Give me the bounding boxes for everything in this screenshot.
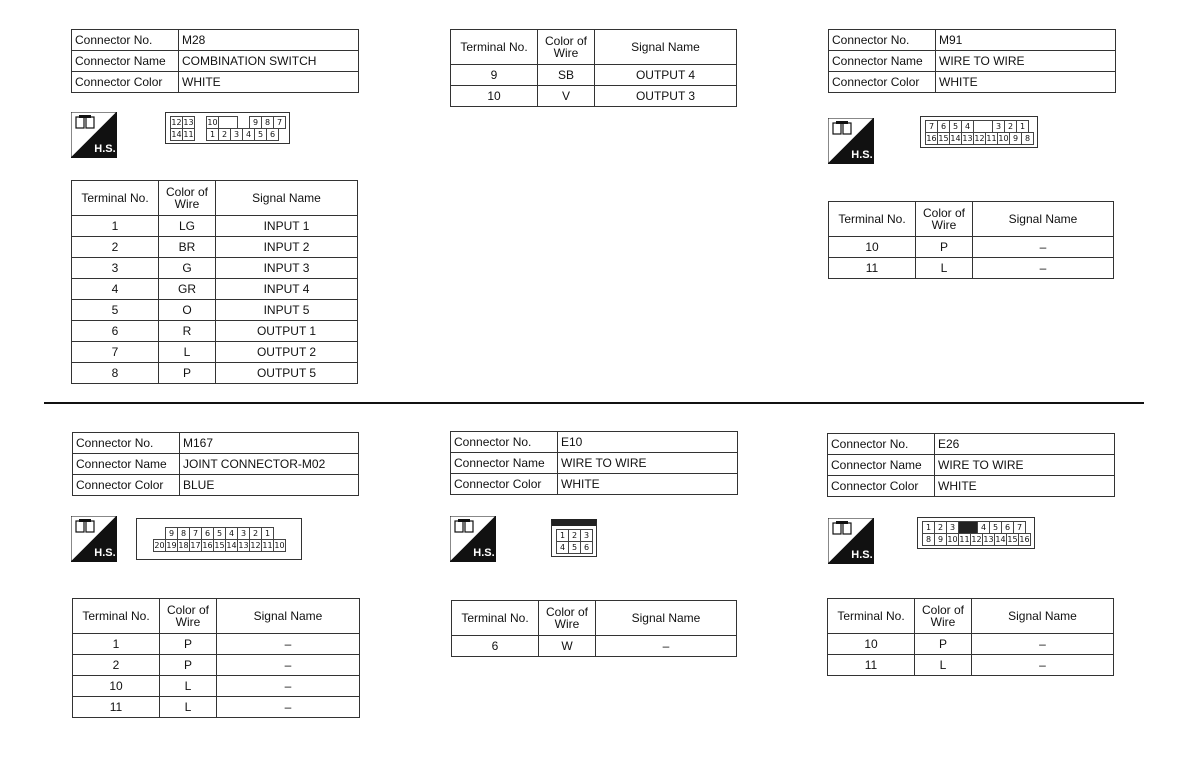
wire-color-cell: R (159, 321, 216, 342)
connector-pin: 5 (568, 541, 581, 554)
connector-pin: 12 (171, 118, 182, 127)
connector-e26-info (827, 433, 1115, 497)
hs-icon (71, 516, 117, 562)
signal-name-cell: OUTPUT 5 (216, 363, 358, 384)
signal-name-cell: – (972, 655, 1114, 676)
connector-pin: 10 (947, 535, 958, 544)
label-connector-no: Connector No. (73, 433, 180, 454)
connector-pin: 3 (237, 527, 250, 540)
connector-pin: 2 (934, 521, 947, 534)
table-row (828, 634, 1114, 655)
signal-name-cell: – (217, 697, 360, 718)
terminal-no-cell: 10 (451, 86, 538, 107)
header-terminal-no: Terminal No. (73, 599, 160, 634)
connector-no-value: E26 (935, 434, 1115, 455)
connector-pin: 13 (238, 541, 249, 550)
signal-name-cell: – (217, 655, 360, 676)
label-connector-name: Connector Name (72, 51, 179, 72)
wire-color-cell: P (159, 363, 216, 384)
connector-pin: 1 (206, 128, 219, 141)
connector-pin: 9 (249, 116, 262, 129)
label-connector-name: Connector Name (73, 454, 180, 475)
terminal-table-m28-continued (450, 29, 737, 107)
signal-name-cell: – (973, 237, 1114, 258)
table-row (828, 655, 1114, 676)
connector-color-value: BLUE (180, 475, 359, 496)
connector-color-value: WHITE (558, 474, 738, 495)
table-row (451, 86, 737, 107)
label-connector-no: Connector No. (829, 30, 936, 51)
connector-pin: 4 (961, 120, 974, 133)
terminal-no-cell: 10 (828, 634, 915, 655)
connector-pin: 2 (249, 527, 262, 540)
wire-color-cell: SB (538, 65, 595, 86)
hs-icon (450, 516, 496, 562)
wire-color-cell: L (159, 342, 216, 363)
connector-pin: 3 (230, 128, 243, 141)
connector-pin: 14 (950, 134, 961, 143)
connector-pin: 10 (274, 541, 285, 550)
wire-color-cell: L (916, 258, 973, 279)
connector-pin: 18 (178, 541, 189, 550)
label-connector-name: Connector Name (828, 455, 935, 476)
signal-name-cell: – (596, 636, 737, 657)
connector-name-value: WIRE TO WIRE (935, 455, 1115, 476)
header-terminal-no: Terminal No. (451, 30, 538, 65)
connector-pin: 12 (250, 541, 261, 550)
table-row (72, 258, 358, 279)
connector-pin: 12 (974, 134, 985, 143)
connector-pin: 1 (1016, 120, 1029, 133)
header-signal-name: Signal Name (595, 30, 737, 65)
connector-name-value: WIRE TO WIRE (558, 453, 738, 474)
connector-pin: 14 (226, 541, 237, 550)
connector-pin: 4 (977, 521, 990, 534)
connector-pin: 8 (922, 533, 935, 546)
signal-name-cell: OUTPUT 3 (595, 86, 737, 107)
header-color-of-wire: Color of Wire (538, 30, 595, 65)
signal-name-cell: INPUT 2 (216, 237, 358, 258)
table-row (73, 676, 360, 697)
connector-pin-row (170, 116, 285, 128)
terminal-table-m91 (828, 201, 1114, 279)
table-row (451, 65, 737, 86)
terminal-table-e10 (451, 600, 737, 657)
connector-pin: 2 (218, 128, 231, 141)
wire-color-cell: GR (159, 279, 216, 300)
connector-face-m28 (165, 112, 290, 144)
header-terminal-no: Terminal No. (72, 181, 159, 216)
connector-no-value: E10 (558, 432, 738, 453)
terminal-no-cell: 6 (72, 321, 159, 342)
connector-color-value: WHITE (935, 476, 1115, 497)
hs-icon (828, 518, 874, 564)
connector-no-value: M91 (936, 30, 1116, 51)
wire-color-cell: BR (159, 237, 216, 258)
connector-pin: 9 (165, 527, 178, 540)
connector-pin: 11 (959, 535, 970, 544)
terminal-no-cell: 2 (73, 655, 160, 676)
table-row (72, 300, 358, 321)
connector-pin: 16 (1019, 535, 1030, 544)
header-signal-name: Signal Name (217, 599, 360, 634)
wire-color-cell: V (538, 86, 595, 107)
header-color-of-wire: Color of Wire (159, 181, 216, 216)
connector-pin: 1 (922, 521, 935, 534)
connector-name-value: COMBINATION SWITCH (179, 51, 359, 72)
table-row (829, 258, 1114, 279)
terminal-no-cell: 1 (73, 634, 160, 655)
connector-pin-row (922, 521, 1030, 533)
connector-pin: 7 (925, 120, 938, 133)
signal-name-cell: INPUT 4 (216, 279, 358, 300)
connector-pin-row (556, 541, 592, 553)
wire-color-cell: P (160, 655, 217, 676)
connector-pin: 2 (568, 529, 581, 542)
terminal-no-cell: 11 (828, 655, 915, 676)
wire-color-cell: P (160, 634, 217, 655)
terminal-no-cell: 3 (72, 258, 159, 279)
connector-pin: 3 (580, 529, 593, 542)
connector-pin: 13 (962, 134, 973, 143)
header-signal-name: Signal Name (216, 181, 358, 216)
label-connector-name: Connector Name (829, 51, 936, 72)
wire-color-cell: P (915, 634, 972, 655)
terminal-table-e26 (827, 598, 1114, 676)
connector-face-m167 (136, 518, 302, 560)
connector-pin: 4 (225, 527, 238, 540)
connector-pin: 12 (971, 535, 982, 544)
connector-pin: 5 (254, 128, 267, 141)
header-terminal-no: Terminal No. (452, 601, 539, 636)
connector-pin-row (925, 120, 1033, 132)
connector-m167-info (72, 432, 359, 496)
connector-pin: 13 (983, 535, 994, 544)
table-row (73, 634, 360, 655)
connector-e10-info (450, 431, 738, 495)
connector-pin-row (556, 529, 592, 541)
signal-name-cell: – (217, 634, 360, 655)
hs-icon (71, 112, 117, 158)
connector-name-value: JOINT CONNECTOR-M02 (180, 454, 359, 475)
connector-pin: 14 (171, 130, 182, 139)
header-signal-name: Signal Name (973, 202, 1114, 237)
signal-name-cell: INPUT 1 (216, 216, 358, 237)
connector-pin: 7 (273, 116, 286, 129)
wire-color-cell: G (159, 258, 216, 279)
table-row (72, 342, 358, 363)
connector-pin: 3 (946, 521, 959, 534)
connector-name-value: WIRE TO WIRE (936, 51, 1116, 72)
connector-pin: 20 (154, 541, 165, 550)
terminal-no-cell: 8 (72, 363, 159, 384)
connector-pin-row (922, 533, 1030, 545)
connector-pin: 1 (556, 529, 569, 542)
header-color-of-wire: Color of Wire (160, 599, 217, 634)
connector-pin: 15 (938, 134, 949, 143)
connector-pin: 5 (949, 120, 962, 133)
signal-name-cell: OUTPUT 1 (216, 321, 358, 342)
connector-pin: 7 (189, 527, 202, 540)
terminal-table-m167 (72, 598, 360, 718)
connector-pin-row (170, 128, 285, 140)
connector-no-value: M28 (179, 30, 359, 51)
connector-pin: 16 (202, 541, 213, 550)
connector-pin-row (153, 527, 285, 539)
connector-pin: 11 (262, 541, 273, 550)
connector-pin: 8 (261, 116, 274, 129)
table-row (73, 655, 360, 676)
signal-name-cell: INPUT 3 (216, 258, 358, 279)
terminal-no-cell: 10 (73, 676, 160, 697)
header-signal-name: Signal Name (596, 601, 737, 636)
connector-face-m91 (920, 116, 1038, 148)
terminal-no-cell: 9 (451, 65, 538, 86)
label-connector-name: Connector Name (451, 453, 558, 474)
connector-color-value: WHITE (179, 72, 359, 93)
label-connector-color: Connector Color (828, 476, 935, 497)
label-connector-color: Connector Color (72, 72, 179, 93)
wire-color-cell: P (916, 237, 973, 258)
connector-pin: 6 (201, 527, 214, 540)
label-connector-no: Connector No. (451, 432, 558, 453)
connector-pin: 6 (1001, 521, 1014, 534)
terminal-table-m28 (71, 180, 358, 384)
header-color-of-wire: Color of Wire (916, 202, 973, 237)
connector-pin: 10 (998, 134, 1009, 143)
wire-color-cell: L (160, 697, 217, 718)
table-row (73, 697, 360, 718)
table-row (829, 237, 1114, 258)
hs-label: H.S. (851, 549, 873, 561)
connector-pin: 5 (989, 521, 1002, 534)
header-color-of-wire: Color of Wire (539, 601, 596, 636)
connector-pin: 6 (580, 541, 593, 554)
signal-name-cell: OUTPUT 4 (595, 65, 737, 86)
header-terminal-no: Terminal No. (828, 599, 915, 634)
table-row (72, 237, 358, 258)
signal-name-cell: OUTPUT 2 (216, 342, 358, 363)
hs-label: H.S. (94, 143, 116, 155)
connector-pin: 9 (934, 533, 947, 546)
hs-label: H.S. (94, 547, 116, 559)
terminal-no-cell: 7 (72, 342, 159, 363)
connector-pin: 19 (166, 541, 177, 550)
label-connector-color: Connector Color (73, 475, 180, 496)
connector-pin: 10 (207, 118, 218, 127)
connector-pin: 2 (1004, 120, 1017, 133)
header-terminal-no: Terminal No. (829, 202, 916, 237)
connector-pin: 16 (926, 134, 937, 143)
connector-pin: 6 (266, 128, 279, 141)
terminal-no-cell: 6 (452, 636, 539, 657)
connector-no-value: M167 (180, 433, 359, 454)
label-connector-no: Connector No. (828, 434, 935, 455)
wire-color-cell: O (159, 300, 216, 321)
section-divider (44, 402, 1144, 404)
terminal-no-cell: 10 (829, 237, 916, 258)
connector-pin: 5 (213, 527, 226, 540)
signal-name-cell: – (217, 676, 360, 697)
hs-label: H.S. (851, 149, 873, 161)
connector-pin: 8 (177, 527, 190, 540)
connector-pin: 14 (995, 535, 1006, 544)
table-row (72, 321, 358, 342)
label-connector-color: Connector Color (829, 72, 936, 93)
connector-pin-row (925, 132, 1033, 144)
terminal-no-cell: 11 (73, 697, 160, 718)
connector-m91-info (828, 29, 1116, 93)
signal-name-cell: – (973, 258, 1114, 279)
connector-pin: 11 (183, 130, 194, 139)
header-signal-name: Signal Name (972, 599, 1114, 634)
connector-pin-row (153, 539, 285, 551)
table-row (72, 363, 358, 384)
label-connector-color: Connector Color (451, 474, 558, 495)
terminal-no-cell: 4 (72, 279, 159, 300)
connector-pin: 11 (986, 134, 997, 143)
header-color-of-wire: Color of Wire (915, 599, 972, 634)
connector-pin: 3 (992, 120, 1005, 133)
connector-pin: 17 (190, 541, 201, 550)
terminal-no-cell: 11 (829, 258, 916, 279)
connector-pin: 7 (1013, 521, 1026, 534)
table-row (72, 279, 358, 300)
signal-name-cell: INPUT 5 (216, 300, 358, 321)
connector-face-e10 (551, 519, 597, 557)
connector-color-value: WHITE (936, 72, 1116, 93)
connector-pin: 15 (214, 541, 225, 550)
hs-label: H.S. (473, 547, 495, 559)
connector-pin: 6 (937, 120, 950, 133)
terminal-no-cell: 5 (72, 300, 159, 321)
connector-pin: 9 (1009, 132, 1022, 145)
table-row (72, 216, 358, 237)
connector-pin: 8 (1021, 132, 1034, 145)
connector-pin: 4 (242, 128, 255, 141)
connector-m28-info (71, 29, 359, 93)
connector-face-e26 (917, 517, 1035, 549)
terminal-no-cell: 1 (72, 216, 159, 237)
connector-pin: 15 (1007, 535, 1018, 544)
connector-pin: 13 (183, 118, 194, 127)
table-row (452, 636, 737, 657)
label-connector-no: Connector No. (72, 30, 179, 51)
connector-pin: 1 (261, 527, 274, 540)
signal-name-cell: – (972, 634, 1114, 655)
hs-icon (828, 118, 874, 164)
connector-pin: 4 (556, 541, 569, 554)
wire-color-cell: LG (159, 216, 216, 237)
wire-color-cell: W (539, 636, 596, 657)
wire-color-cell: L (915, 655, 972, 676)
terminal-no-cell: 2 (72, 237, 159, 258)
wire-color-cell: L (160, 676, 217, 697)
